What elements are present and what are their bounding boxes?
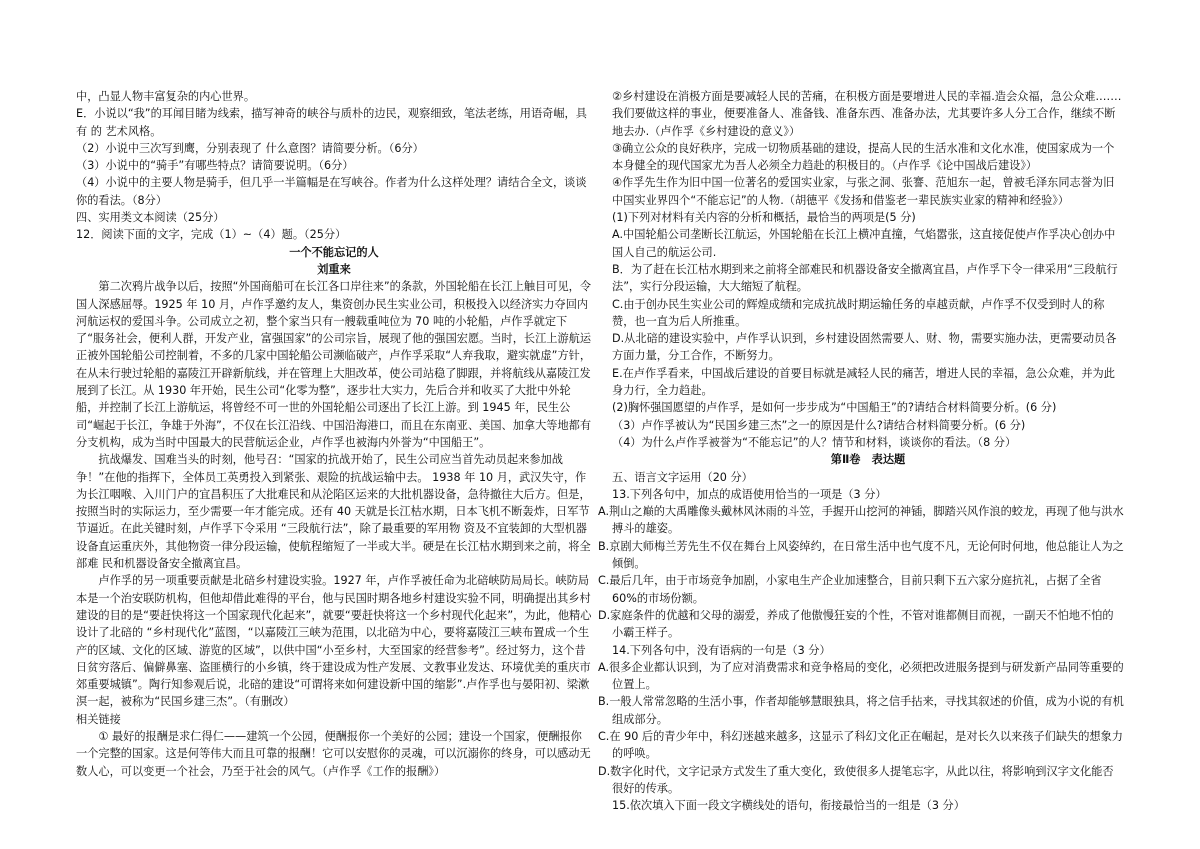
q13-option-d: D.家庭条件的优越和父母的溺爱，养成了他傲慢狂妄的个性，不管对谁都侧目而视，一副天不怕地不怕的小霸王样子。 bbox=[598, 608, 1114, 640]
q13-option-a: A.荆山之巅的大禹雕像头戴林风沐雨的斗笠，手握开山挖河的神锸，脚踏兴风作浪的蛟龙，再现了他与洪水搏斗的雄姿。 bbox=[598, 505, 1124, 536]
text-line: 中，凸显人物丰富复杂的内心世界。 bbox=[76, 90, 256, 103]
q1-option-a: A.中国轮船公司垄断长江航运，外国轮船在长江上横冲直撞，气焰嚣张，这直接促使卢作孚决心创办中国人自己的航运公司. bbox=[612, 228, 1116, 259]
q1-option-c: C.由于创办民生实业公司的辉煌成绩和完成抗战时期运输任务的卓越贡献，卢作孚不仅受到时人的称赞，也一直为后人所推重。 bbox=[612, 297, 1105, 328]
q13-option-c: C.最后几年，由于市场竞争加剧，小家电生产企业加速整合，目前只剩下五六家分庭抗礼，占据了全省 60%的市场份额。 bbox=[598, 574, 1102, 605]
q1-option-b: B．为了赶在长江枯水期到来之前将全部难民和机器设备安全撤离宜昌，卢作孚下令一律采用“三段航行法”，实行分段运输，大大缩短了航程。 bbox=[612, 262, 1118, 294]
question-2: （2）小说中三次写到鹰，分别表现了 什么意图？请简要分析。（6分） bbox=[76, 141, 424, 155]
article-paragraph: 第二次鸦片战争以后，按照“外国商船可在长江各口岸往来”的条款，外国轮船在长江上触目可见，令国人深感屈辱。1925 年 10 月，卢作孚邀约友人，集资创办民生实业公司，积极投入以经济实力夺回内河航运权的爱国斗争。公司成立之初，整个家当只有一艘载重吨位为 70 吨的小轮船，卢作孚就定下了“服务社会，便利人群，开发产业，富强国家”的公司宗旨，展现了他的强国宏愿。当时，长江上游航运正被外国轮船公司控制着，不多的几家中国轮船公司濒临破产，卢作孚采取“人弃我取，避实就虚”方针，在从未行驶过轮船的嘉陵江开辟新航线，并在管理上大胆改革，使公司站稳了脚跟，并将航线从嘉陵江发展到了长江。从 1930 年开始，民生公司“化零为整”，逐步壮大实力，先后合并和收买了大批中外轮船，并控制了长江上游航运，将曾经不可一世的外国轮船公司逐出了长江上游。到 1945 年，民生公司“崛起于长江，争雄于外海”，不仅在长江沿线、中国沿海港口，而且在东南亚、美国、加拿大等地都有分支机构，成为当时中国最大的民营航运企业，卢作孚也被海内外誉为“中国船王”。 bbox=[76, 280, 592, 449]
link-item: ③确立公众的良好秩序，完成一切物质基础的建设，提高人民的生活水准和文化水准，使国家成为一个本身健全的现代国家尤为吾人必须全力趋赴的积极目的。（卢作孚《论中国战后建设》） bbox=[612, 141, 1115, 173]
question-3: （3）卢作孚被认为“民国乡建三杰”之一的原因是什么?请结合材料简要分析。(6 分) bbox=[612, 418, 1026, 432]
right-column bbox=[598, 88, 1124, 814]
q14-option-b: B.一般人常常忽略的生活小事，作者却能够慧眼独具，将之信手拈来，寻找其叙述的价值，成为小说的有机组成部分。 bbox=[598, 695, 1124, 726]
article-paragraph: 卢作孚的另一项重要贡献是北碚乡村建设实验。1927 年，卢作孚被任命为北碚峡防局局长。峡防局本是一个治安联防机构，但他却借此难得的平台，他与民国时期各地乡村建设实验不同，明确提出其乡村建设的目的是“要赶快将这一个国家现代化起来”，就要“要赶快将这一个乡村现代化起来”，为此，他精心设计了北碚的 “乡村现代化”蓝图，“以嘉陵江三峡为范围，以北碚为中心，要将嘉陵江三峡布置成一个生产的区域、文化的区域、游览的区域”，以供中国“小至乡村，大至国家的经营参考”。经过努力，这个昔日贫穷落后、偏僻鼻塞、盗匪横行的小乡镇，终于建设成为性产发展、文教事业发达、环境优美的重庆市郊重要城镇”。陶行知参观后说，北碚的建设“可谓将来如何建设新中国的缩影”.卢作孚也与晏阳初、梁漱溟一起，被称为“民国乡建三杰”。（有删改） bbox=[76, 574, 592, 709]
links-heading: 相关链接 bbox=[76, 712, 121, 726]
question-4: （4）为什么卢作孚被誉为“不能忘记”的人？情节和材料，谈谈你的看法。（8 分） bbox=[612, 435, 1017, 449]
part-title: 第Ⅱ卷 表达题 bbox=[830, 453, 906, 467]
q1-option-e: E.在卢作孚看来，中国战后建设的首要目标就是减轻人民的痛苦，增进人民的幸福，急公众难，并为此身力行，全力趋赴。 bbox=[612, 366, 1115, 398]
question-3: （3）小说中的“骑手”有哪些特点？请简要说明。（6分） bbox=[76, 159, 354, 173]
q14-option-d: D.数字化时代，文字记录方式发生了重大变化，致使很多人提笔忘字，从此以往，将影响到汉字文化能否很好的传承。 bbox=[598, 764, 1114, 795]
q13-option-b: B.京剧大师梅兰芳先生不仅在舞台上风姿绰约，在日常生活中也气度不凡，无论何时何地，他总能让人为之倾倒。 bbox=[598, 539, 1124, 571]
link-item: ②乡村建设在消极方面是要减轻人民的苦痛，在积极方面是要增进人民的幸福.造会众福，急公众难.……我们要做这样的事业，便要准备人、准备钱、准备东西、准备办法，尤其要许多人分工合作，继续不断地去办.（卢作孚《乡村建设的意义》） bbox=[612, 90, 1122, 138]
link-item: ① 最好的报酬是求仁得仁——建筑一个公园，便酬报你一个美好的公园；建设一个国家，便酬报你一个完整的国家。这是何等伟大而且可靠的报酬！它可以安慰你的灵魂，可以沉溺你的终身，可以感动无数人心，可以变更一个社会，乃至于社会的风气。（卢作孚《工作的报酬》） bbox=[76, 729, 591, 778]
section-heading: 五、语言文字运用（20 分） bbox=[612, 470, 753, 484]
left-column bbox=[76, 88, 592, 780]
article-paragraph: 抗战爆发、国难当头的时刻，他号召：“国家的抗战开始了，民生公司应当首先动员起来参加战争！”在他的指挥下，全体员工英勇投入到紧张、艰险的抗战运输中去。 1938 年 10 月，武汉失守，作为长江咽喉、入川门户的宜昌积压了大批难民和从沦陷区运来的大批机器设备，急待撤往大后方。但是，按照当时的实际运力，至少需要一年才能完成。还有 40 天就是长江枯水期，日本飞机不断轰炸，日军节节逼近。在此关键时刻，卢作孚下令采用 “三段航行法”，除了最重要的军用物 资及不宜装卸的大型机器设备直运重庆外，其他物资一律分段运输，使航程缩短了一半或大半。硬是在长江枯水期到来之前，将全部难 民和机器设备安全撤离宜昌。 bbox=[76, 453, 591, 571]
q14-option-a: A.很多企业都认识到，为了应对消费需求和竞争格局的变化，必须把改进服务提到与研发新产品同等重要的位置上。 bbox=[598, 660, 1124, 692]
section-heading: 四、实用类文本阅读（25分） bbox=[76, 211, 225, 225]
question-1: (1)下列对材料有关内容的分析和概括，最恰当的两项是(5 分) bbox=[612, 211, 916, 225]
link-item: ④作孚先生作为旧中国一位著名的爱国实业家，与张之洞、张謇、范旭东一起，曾被毛泽东同志誉为旧中国实业界四个“不能忘记”的人物.（胡德平《发扬和借鉴老一辈民族实业家的精神和经验》） bbox=[612, 176, 1115, 207]
question-14: 14.下列各句中，没有语病的一句是（3 分） bbox=[612, 643, 831, 657]
q1-option-d: D.从北碚的建设实验中，卢作孚认识到，乡村建设固然需要人、财、物，需要实施办法，更需要动员各方面力量，分工合作，不断努力。 bbox=[612, 332, 1117, 363]
article-author: 刘重来 bbox=[317, 262, 351, 276]
question-12: 12．阅读下面的文字，完成（1）~（4）题。（25分） bbox=[76, 228, 347, 242]
question-13: 13.下列各句中，加点的成语使用恰当的一项是（3 分） bbox=[612, 487, 887, 501]
option-e: E．小说以“我”的耳闻目睹为线索，描写神奇的峡谷与质朴的边民，观察细致，笔法老练，用语奇崛，具有 的 艺术风格。 bbox=[76, 107, 587, 138]
question-2: (2)胸怀强国愿望的卢作孚，是如何一步步成为“中国船王”的?请结合材料简要分析。(6 分) bbox=[612, 401, 1057, 415]
question-4: （4）小说中的主要人物是骑手，但几乎一半篇幅是在写峡谷。作者为什么这样处理？请结合全文，谈谈你的看法。（8分） bbox=[76, 176, 587, 207]
article-title: 一个不能忘记的人 bbox=[289, 245, 379, 259]
question-15: 15.依次填入下面一段文字横线处的语句，衔接最恰当的一组是（3 分） bbox=[612, 799, 965, 813]
q14-option-c: C.在 90 后的青少年中，科幻迷越来越多，这显示了科幻文化正在崛起，是对长久以来孩子们缺失的想象力的呼唤。 bbox=[598, 729, 1123, 761]
